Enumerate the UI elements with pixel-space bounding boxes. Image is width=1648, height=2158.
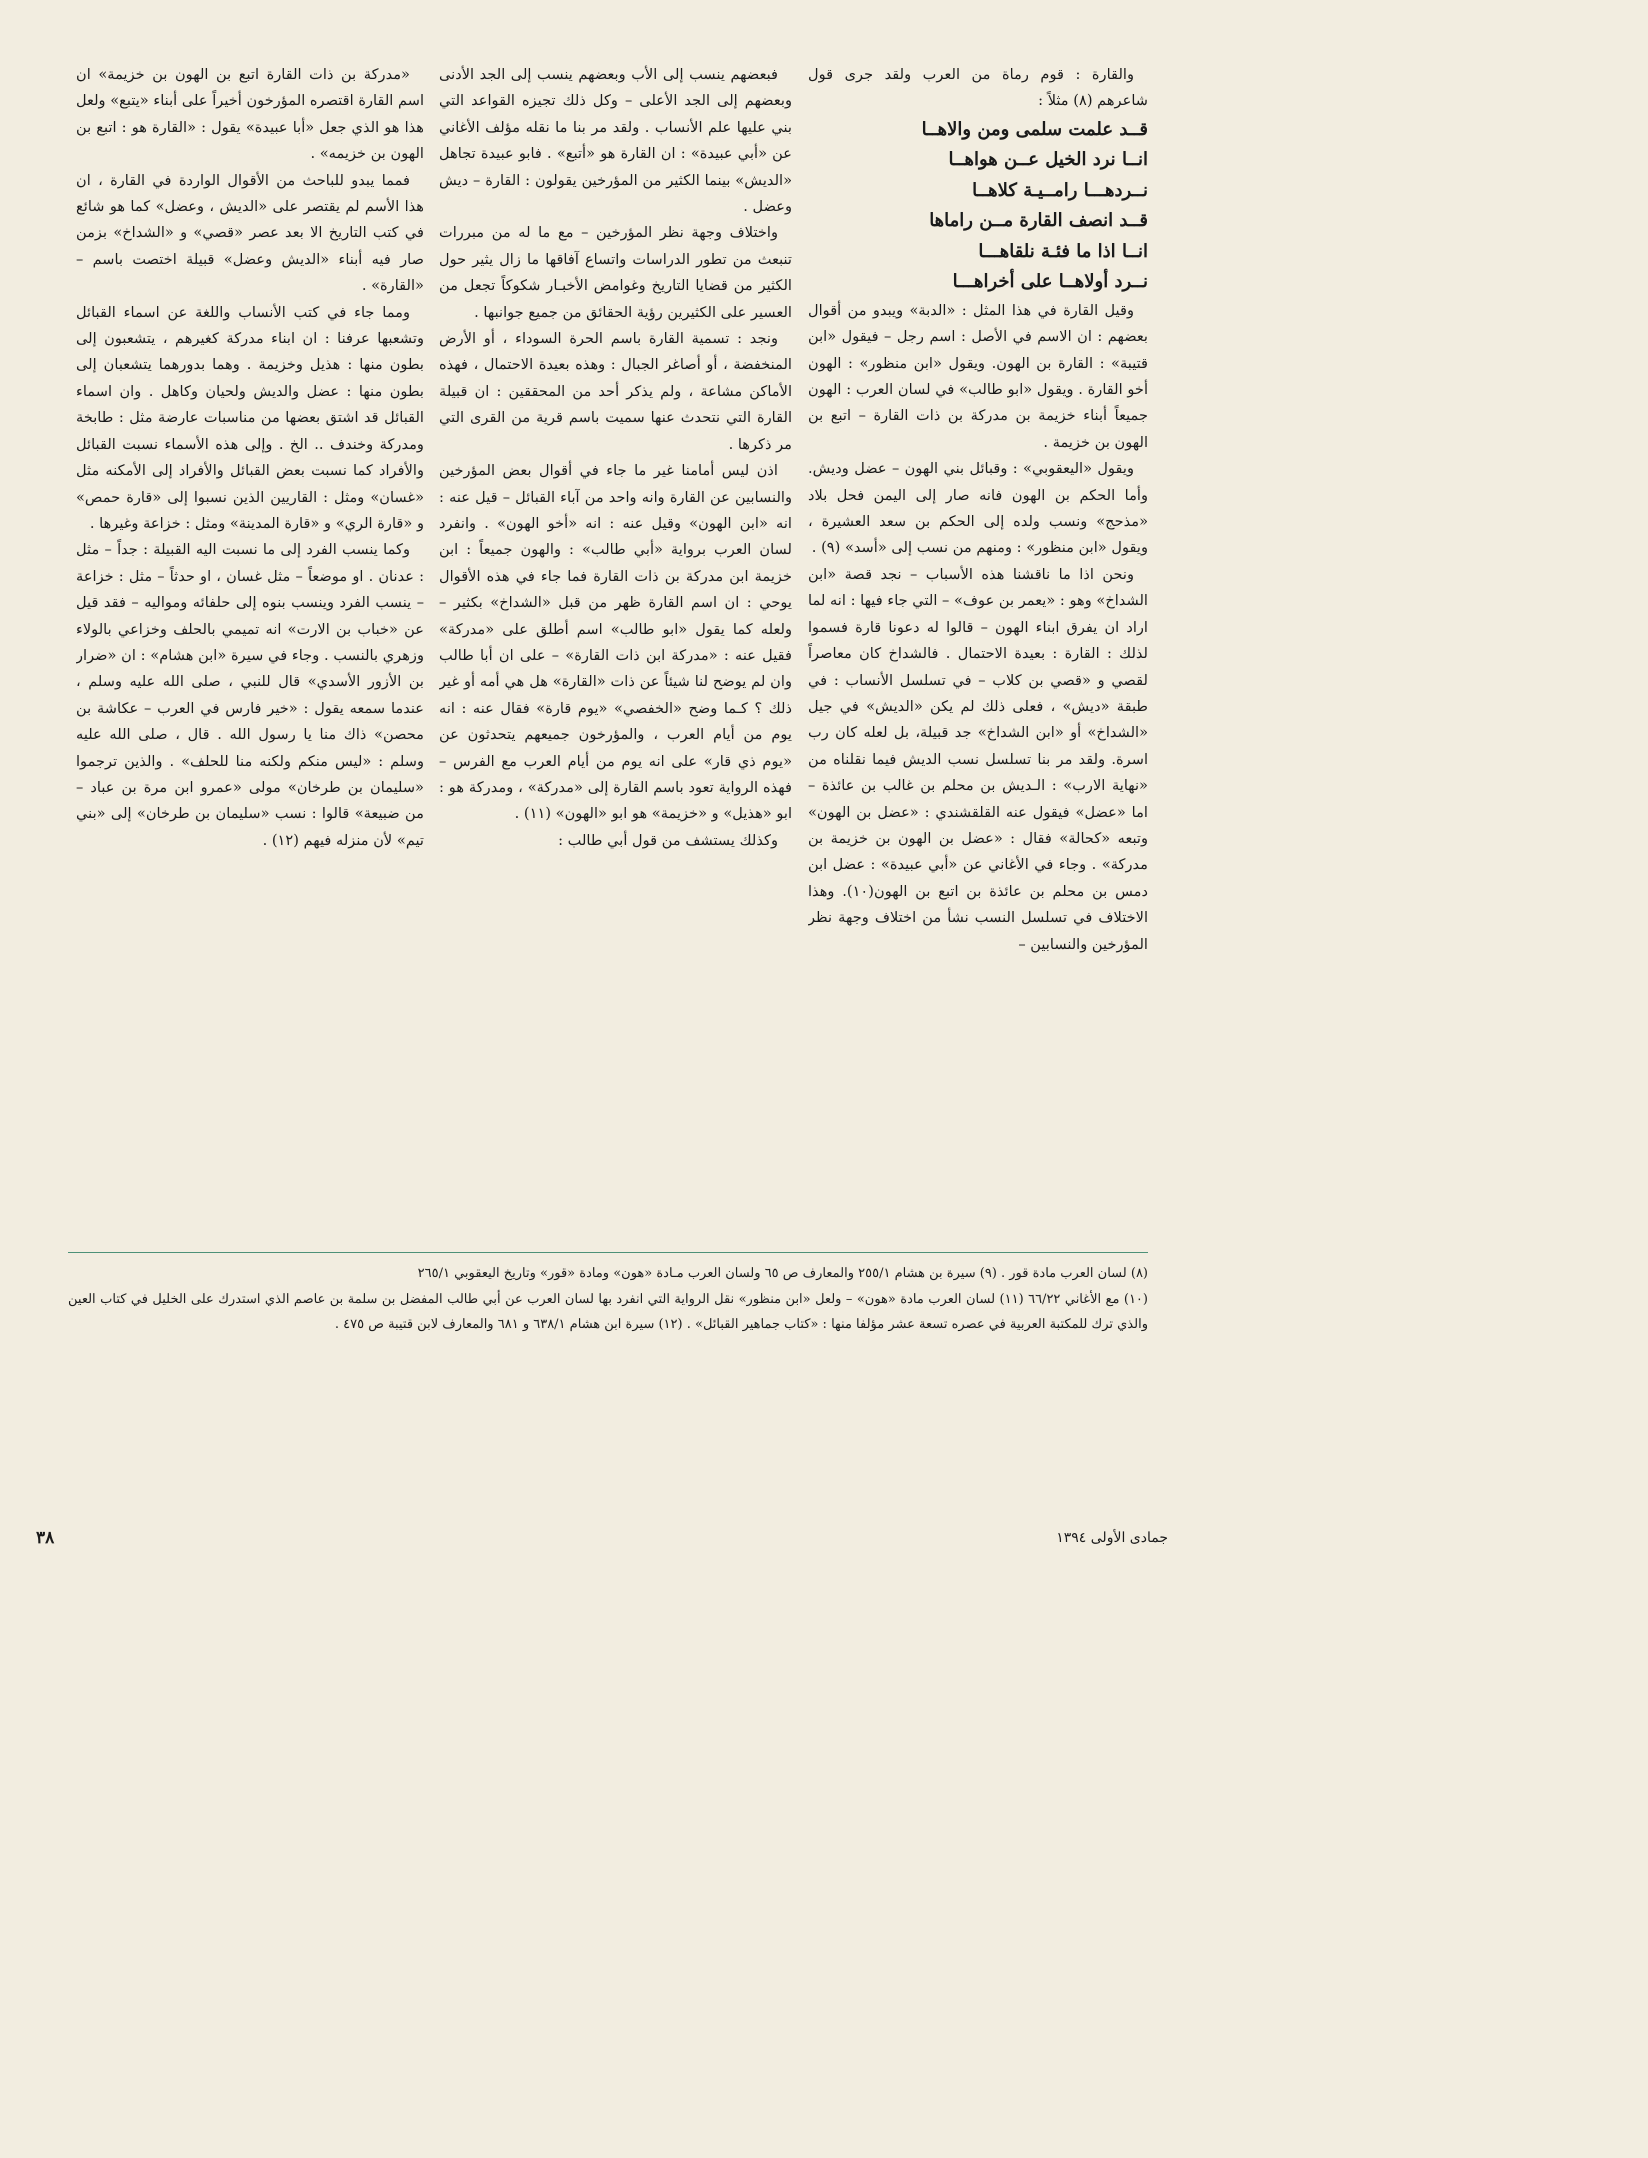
poem-verse: نــردهـــا رامــيـة كلاهــا: [972, 179, 1148, 201]
body-paragraph: فبعضهم ينسب إلى الأب وبعضهم ينسب إلى الجد الأدنى وبعضهم إلى الجد الأعلى – وكل ذلك تجيزه القواعد التي بني عليها علم الأنساب . ولقد مر بنا ما نقله مؤلف الأغاني عن «أبي عبيدة» : ان القارة هو «أتبع» . فابو عبيدة تجاهل «الديش» بينما الكثير من المؤرخين يقولون : القارة – ديش وعضل .: [439, 66, 792, 216]
body-paragraph: فمما يبدو للباحث من الأقوال الواردة في القارة ، ان هذا الأسم لم يقتصر على «الديش ، وعضل» كما هو شائع في كتب التاريخ الا بعد عصر «قصي» و «الشداخ» بزمن صار فيه أبناء «الديش وعضل» قبيلة اختصت باسم – «القارة» .: [76, 171, 424, 295]
body-paragraph: وقيل القارة في هذا المثل : «الدبة» ويبدو من أقوال بعضهم : ان الاسم في الأصل : اسم رجل – فيقول «ابن قتيبة» : القارة بن الهون. ويقول «ابن منظور» : الهون أخو القارة . ويقول «ابو طالب» في لسان العرب : الهون جميعاً أبناء خزيمة بن مدركة بن ذات القارة – اتبع بن الهون بن خزيمة .: [808, 301, 1148, 451]
poem-verse: قــد علمت سلمى ومن والاهــا: [921, 118, 1148, 140]
body-paragraph: واختلاف وجهة نظر المؤرخين – مع ما له من مبررات تنبعث من تطور الدراسات واتساع آفاقها ما زال يثير حول الكثير من قضايا التاريخ وغوامض الأخبـار شكوكاً تجعل من العسير على الكثيرين رؤية الحقائق من جميع جوانبها .: [439, 224, 792, 321]
body-paragraph: ومما جاء في كتب الأنساب واللغة عن اسماء القبائل وتشعبها عرفنا : ان ابناء مدركة كغيرهم ، يتشعبون إلى بطون منها : هذيل وخزيمة . وهما بدورهما يتشعبان إلى بطون منها : عضل والديش ولحيان وكاهل . وان اسماء القبائل قد اشتق بعضها من مناسبات عارضة مثل : طابخة ومدركة وخندف .. الخ . وإلى هذه الأسماء نسبت القبائل والأفراد كما نسبت بعض القبائل والأفراد إلى الأمكنه مثل «غسان» ومثل : القاريين الذين نسبوا إلى «قارة حمص» و «قارة الري» و «قارة المدينة» ومثل : خزاعة وغيرها .: [76, 303, 424, 532]
body-paragraph: وكذلك يستشف من قول أبي طالب :: [558, 831, 778, 849]
poem-verse: انــا اذا ما فئـة نلقاهـــا: [978, 240, 1148, 262]
issue-date: جمادى الأولى ١٣٩٤: [1056, 1530, 1168, 1546]
body-paragraph: ونجد : تسمية القارة باسم الحرة السوداء ، أو الأرض المنخفضة ، أو أصاغر الجبال : وهذه بعيدة الاحتمال ، فهذه الأماكن مشاعة ، ولم يذكر أحد من المحققين : ان قبيلة القارة التي نتحدث عنها سميت باسم قرية من القرى التي مر ذكرها .: [439, 330, 792, 453]
text-column-left: [76, 62, 424, 1247]
verse-intro: والقارة : قوم رماة من العرب ولقد جرى قول شاعرهم (٨) مثلاً :: [808, 66, 1148, 110]
poem-verse: قــد انصف القارة مــن راماها: [929, 210, 1148, 232]
text-column-right: [808, 62, 1148, 1247]
text-column-middle: [439, 62, 792, 1247]
body-paragraph: ونحن اذا ما ناقشنا هذه الأسباب – نجد قصة «ابن الشداخ» وهو : «يعمر بن عوف» – التي جاء فيها : انه لما اراد ان يفرق ابناء الهون – قالوا له دعونا قارة فسموا لذلك : القارة : بعيدة الاحتمال . فالشداخ كان معاصراً لقصي و «قصي بن كلاب – في تسلسل الأنساب : في طبقة «ديش» ، فعلى ذلك لم يكن «الديش» في جيل «الشداخ» أو «ابن الشداخ» جد قبيلة، بل لعله كان رب اسرة. ولقد مر بنا تسلسل نسب الديش فيما نقلناه من «نهاية الارب» : الـديش بن محلم بن غالب بن عائذة – اما «عضل» فيقول عنه القلقشندي : «عضل بن الهون» وتبعه «كحالة» فقال : «عضل بن الهون بن خزيمة بن مدركة» . وجاء في الأغاني عن «أبي عبيدة» : عضل ابن دمس بن محلم بن عائذة بن اتبع بن الهون(١٠). وهذا الاختلاف في تسلسل النسب نشأ من اختلاف وجهة نظر المؤرخين والنسابين –: [808, 565, 1148, 953]
body-paragraph: اذن ليس أمامنا غير ما جاء في أقوال بعض المؤرخين والنسابين عن القارة وانه واحد من آباء القبائل – قيل عنه : انه «ابن الهون» وقيل عنه : انه «أخو الهون» . وانفرد لسان العرب برواية «أبي طالب» : والهون جميعاً : ابن خزيمة ابن مدركة بن ذات القارة فما جاء في هذه الأقوال يوحي : ان اسم القارة ظهر من قبل «الشداخ» بكثير – ولعله كما يقول «ابو طالب» اسم أطلق على «مدركة» فقيل عنه : «مدركة ابن ذات القارة» – على ان أبا طالب وان لم يوضح لنا شيئاً عن ذات «القارة» هل هي أمه أو غير ذلك ؟ كـما وضح «الخفصي» «يوم قارة» فقال عنه : انه يوم من أيام العرب ، والمؤرخون جميعهم يتحدثون عن «يوم ذي قار» على انه يوم من أيام العرب مع الفرس – فهذه الرواية تعود باسم القارة إلى «مدركة» ، ومدركة هو : ابو «هذيل» و «خزيمة» هو ابو «الهون» (١١) .: [439, 462, 792, 823]
body-paragraph: وكما ينسب الفرد إلى ما نسبت اليه القبيلة : جداً – مثل : عدنان . او موضعاً – مثل غسان ، او حدثاً – مثل : خزاعة – ينسب الفرد وينسب بنوه إلى حلفائه ومواليه – فقد قيل عن «خباب بن الارت» انه تميمي بالحلف وخزاعي بالولاء وزهري بالنسب . وجاء في سيرة «ابن هشام» : ان «ضرار بن الأزور الأسدي» قال للنبي ، صلى الله عليه وسلم ، عندما سمعه يقول : «خير فارس في العرب – عكاشة بن محصن» ذاك منا يا رسول الله . قال ، صلى الله عليه وسلم : «ليس منكم ولكنه منا للحلف» . والذين ترجموا «سليمان بن طرخان» مولى «عمرو ابن مرة بن عباد – من ضبيعة» قالوا : نسب «سليمان بن طرخان» إلى «بني تيم» لأن منزله فيهم (١٢) .: [76, 541, 424, 849]
poem-verse: انــا نرد الخيل عــن هواهــا: [948, 149, 1148, 171]
footnote-line: (٨) لسان العرب مادة قور . (٩) سيرة بن هشام ٢٥٥/١ والمعارف ص ٦٥ ولسان العرب مـادة «هون» ومادة «قور» وتاريخ اليعقوبي ٢٦٥/١: [417, 1266, 1148, 1281]
page-number: ٣٨: [36, 1528, 55, 1548]
footnotes: [68, 1252, 1148, 1338]
body-paragraph: «مدركة بن ذات القارة اتبع بن الهون بن خزيمة» ان اسم القارة اقتصره المؤرخون أخيراً على أبناء «يتبع» ولعل هذا هو الذي جعل «أبا عبيدة» يقول : «القارة هو : اتبع بن الهون بن خزيمه» .: [76, 66, 424, 163]
body-paragraph: ويقول «اليعقوبي» : وقبائل بني الهون – عضل وديش. وأما الحكم بن الهون فانه صار إلى اليمن فحل بلاد «مذحج» ونسب ولده إلى الحكم بن سعد العشيرة ، ويقول «ابن منظور» : ومنهم من نسب إلى «أسد» (٩) .: [808, 460, 1148, 557]
footnote-line: (١٠) مع الأغاني ٦٦/٢٢ (١١) لسان العرب مادة «هون» – ولعل «ابن منظور» نقل الرواية التي انفرد بها لسان العرب عن أبي طالب المفضل بن سلمة بن عاصم الذي استدرك على الخليل في كتاب العين والذي ترك للمكتبة العربية في عصره تسعة عشر مؤلفا منها : «كتاب جماهير القبائل» . (١٢) سيرة ابن هشام ٦٣٨/١ و ٦٨١ والمعارف لابن قتيبة ص ٤٧٥ .: [68, 1291, 1148, 1332]
poem-verse: نــرد أولاهــا على أخراهـــا: [952, 271, 1148, 293]
